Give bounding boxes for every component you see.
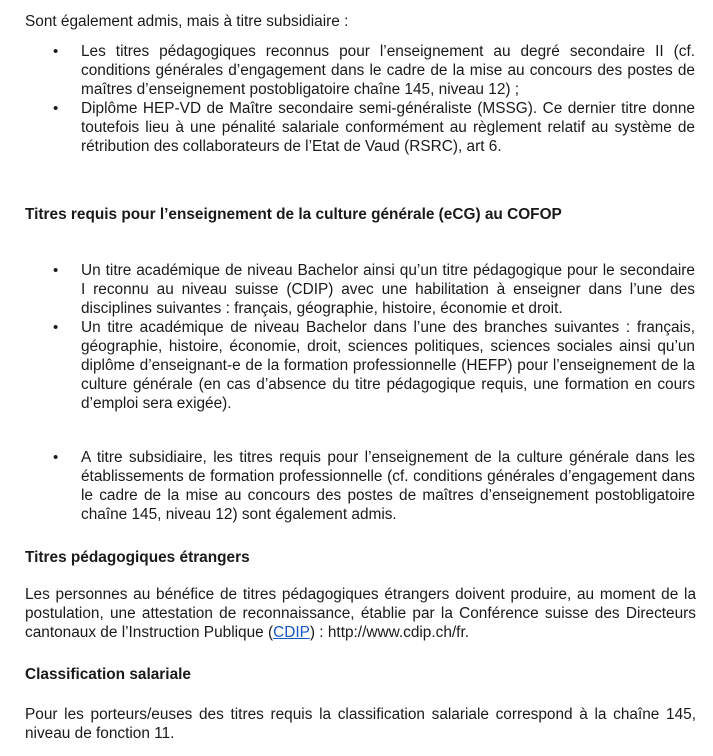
list-item: • Un titre académique de niveau Bachelor dans l’une des branches suivantes : français, géographie, histoire, économie, droit, sciences politiques, sciences sociales ainsi qu’un diplôme d’enseignant-e de la formation professionnelle (HEFP) pour l’enseignement de la culture générale (en cas d’absence du titre pédagogique requis, une formation en cours d’emploi sera exigée).: [0, 318, 695, 413]
intro-text: Sont également admis, mais à titre subsidiaire :: [25, 13, 349, 30]
list-item: • Diplôme HEP-VD de Maître secondaire semi-généraliste (MSSG). Ce dernier titre donne toutefois lieu à une pénalité salariale conformément au règlement relatif au système de rétribution des collaborateurs de l’Etat de Vaud (RSRC), art 6.: [0, 99, 695, 156]
section-heading-foreign-titles: Titres pédagogiques étrangers: [25, 549, 250, 566]
ecg-subsidiary-list: [0, 448, 695, 524]
list-item: • Un titre académique de niveau Bachelor ainsi qu’un titre pédagogique pour le secondaire I reconnu au niveau suisse (CDIP) avec une habilitation à enseigner dans l’une des disciplines suivantes : français, géographie, histoire, économie et droit.: [0, 261, 695, 318]
salary-paragraph: Pour les porteurs/euses des titres requis la classification salariale correspond à la chaîne 145, niveau de fonction 11.: [25, 706, 696, 742]
foreign-text-start: Les personnes au bénéfice de titres pédagogiques étrangers doivent produire, au moment de la postulation, une attestation de reconnaissance, établie par la Conférence suisse des Directeurs cantonaux de l’Instruction Publique (: [25, 586, 696, 641]
section-heading-salary: Classification salariale: [25, 666, 191, 683]
foreign-titles-paragraph: [25, 585, 696, 642]
subsidiary-titles-list: [0, 42, 695, 156]
ecg-requirements-list: [0, 261, 695, 413]
foreign-text-end: ) : http://www.cdip.ch/fr.: [309, 624, 469, 641]
cdip-link[interactable]: CDIP: [273, 624, 310, 641]
list-item: • Les titres pédagogiques reconnus pour l’enseignement au degré secondaire II (cf. conditions générales d’engagement dans le cadre de la mise au concours des postes de maîtres d’enseignement postobligatoire chaîne 145, niveau 12) ;: [0, 42, 695, 99]
list-item: • A titre subsidiaire, les titres requis pour l’enseignement de la culture générale dans les établissements de formation professionnelle (cf. conditions générales d’engagement dans le cadre de la mise au concours des postes de maîtres d’enseignement postobligatoire chaîne 145, niveau 12) sont également admis.: [0, 448, 695, 524]
section-heading-ecg: Titres requis pour l’enseignement de la culture générale (eCG) au COFOP: [25, 206, 562, 223]
